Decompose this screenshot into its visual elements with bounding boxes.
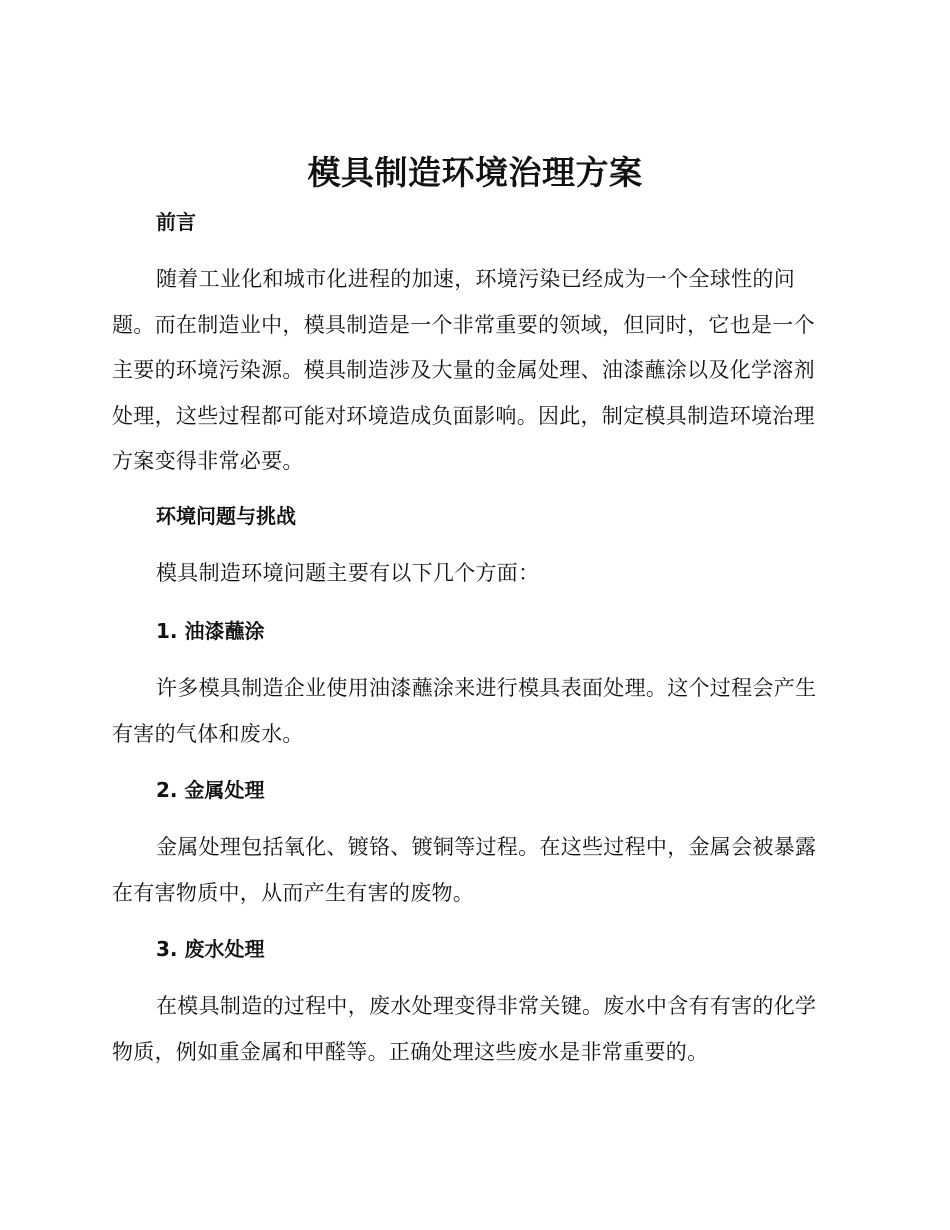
section-heading-preface: 前言 (156, 210, 196, 234)
document-title: 模具制造环境治理方案 (307, 153, 643, 192)
section-heading-metal-treatment: 2. 金属处理 (156, 778, 265, 802)
section-heading-challenges: 环境问题与挑战 (156, 504, 296, 528)
section-paragraph-preface: 随着工业化和城市化进程的加速，环境污染已经成为一个全球性的问题。而在制造业中，模具制造是一个非常重要的领域，但同时，它也是一个主要的环境污染源。模具制造涉及大量的金属处理、油漆蘸涂以及化学溶剂处理，这些过程都可能对环境造成负面影响。因此，制定模具制造环境治理方案变得非常必要。 (112, 267, 815, 473)
section-paragraph-metal-treatment: 金属处理包括氧化、镀铬、镀铜等过程。在这些过程中，金属会被暴露在有害物质中，从而产生有害的废物。 (112, 835, 817, 905)
section-heading-paint-dipping: 1. 油漆蘸涂 (156, 619, 265, 643)
section-paragraph-wastewater: 在模具制造的过程中，废水处理变得非常关键。废水中含有有害的化学物质，例如重金属和甲醛等。正确处理这些废水是非常重要的。 (112, 994, 817, 1064)
section-heading-wastewater: 3. 废水处理 (156, 937, 265, 961)
section-paragraph-challenges: 模具制造环境问题主要有以下几个方面： (156, 561, 540, 585)
section-paragraph-paint-dipping: 许多模具制造企业使用油漆蘸涂来进行模具表面处理。这个过程会产生有害的气体和废水。 (112, 676, 817, 746)
